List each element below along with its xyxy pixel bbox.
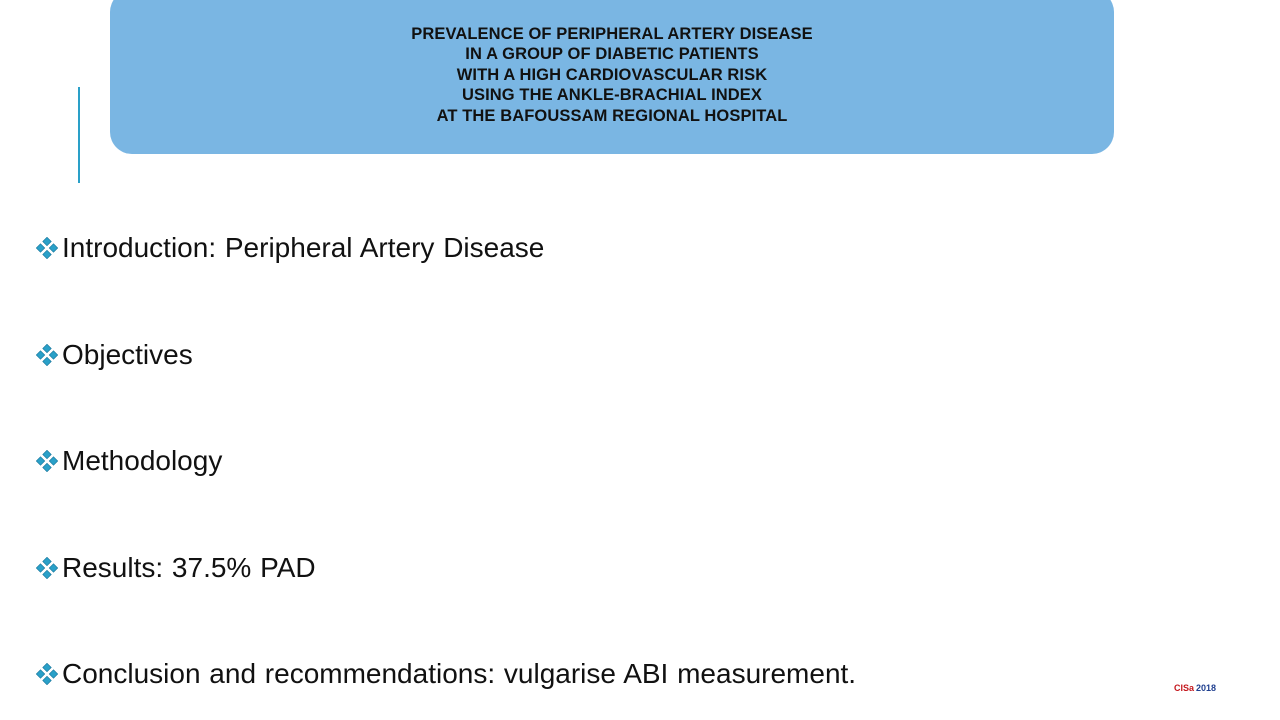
diamond-bullet-icon	[36, 344, 58, 366]
title-line-4: USING THE ANKLE-BRACHIAL INDEX	[461, 86, 762, 105]
bullet-list	[36, 226, 856, 720]
slide-title	[110, 24, 1114, 126]
title-line-3: WITH A HIGH CARDIOVASCULAR RISK	[456, 65, 768, 84]
bullet-text: Results: 37.5% PAD	[62, 551, 316, 583]
bullet-text: Introduction: Peripheral Artery Disease	[62, 232, 545, 263]
title-line-1: PREVALENCE OF PERIPHERAL ARTERY DISEASE	[411, 25, 813, 43]
bullet-item	[36, 546, 856, 590]
bullet-text: Objectives	[62, 338, 193, 370]
bullet-item	[36, 652, 856, 696]
diamond-bullet-icon	[36, 237, 58, 259]
bullet-text: Conclusion and recommendations: vulgarise ABI measurement.	[62, 658, 857, 689]
logo-text-cisa: CISa	[1174, 683, 1195, 693]
diamond-bullet-icon	[36, 557, 58, 579]
bullet-item	[36, 439, 856, 483]
bullet-text: Methodology	[62, 445, 223, 476]
title-line-5: AT THE BAFOUSSAM REGIONAL HOSPITAL	[436, 106, 788, 125]
logo-text-year: 2018	[1196, 683, 1217, 693]
bullet-item	[36, 226, 856, 270]
diamond-bullet-icon	[36, 663, 58, 685]
diamond-bullet-icon	[36, 450, 58, 472]
accent-divider	[78, 87, 80, 183]
conference-logo	[1174, 683, 1216, 693]
title-line-2: IN A GROUP OF DIABETIC PATIENTS	[465, 45, 759, 64]
bullet-item	[36, 333, 856, 377]
